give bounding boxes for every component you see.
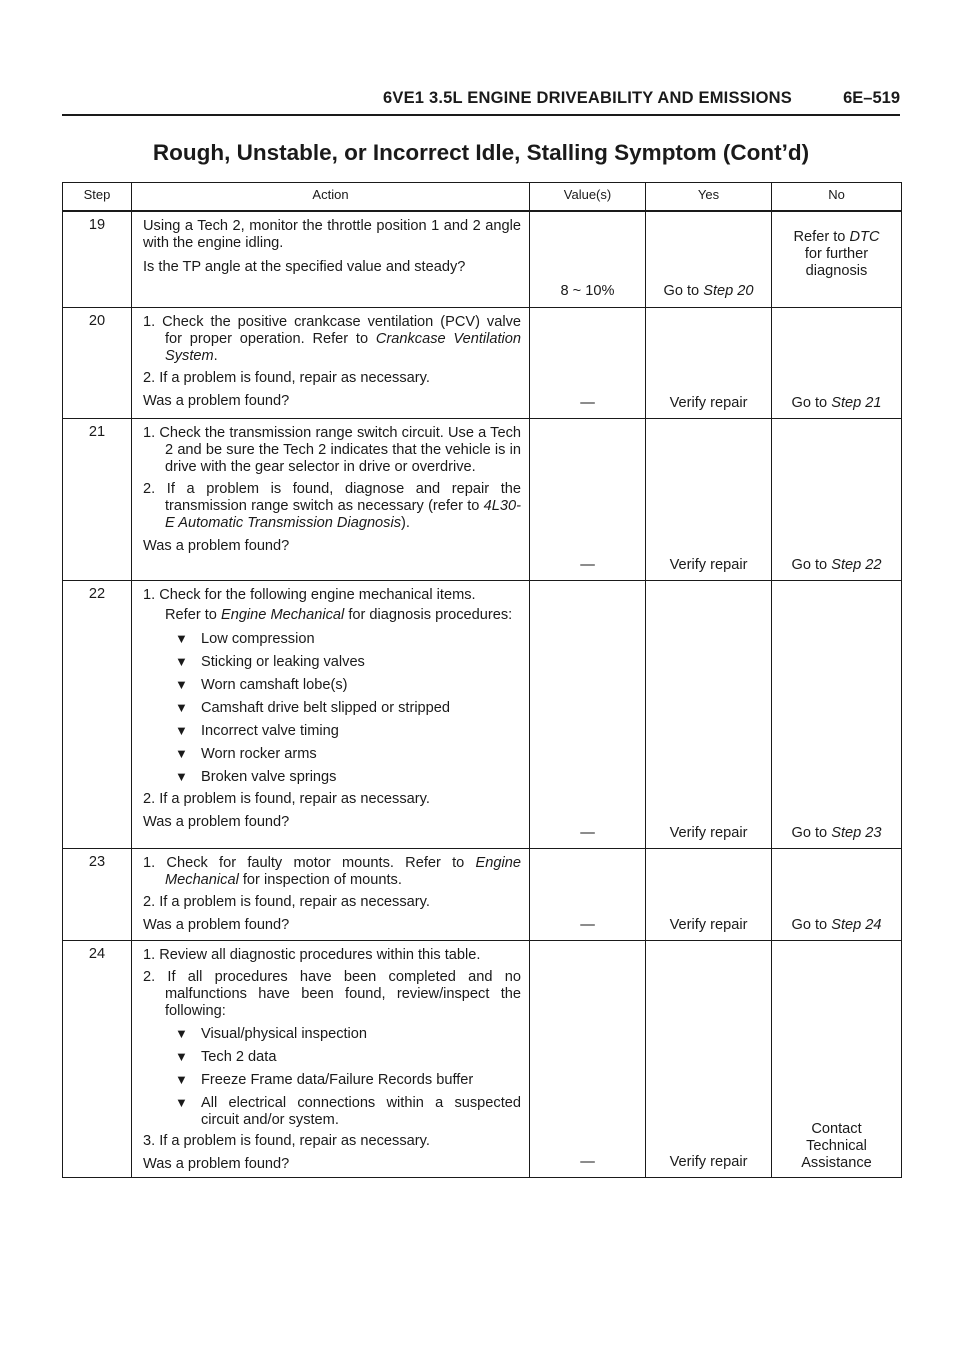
table-row-step-19 xyxy=(63,211,902,307)
step-reference: Step 20 xyxy=(703,282,754,299)
action-text: Using a Tech 2, monitor the throttle position 1 and 2 angle with the engine idling. xyxy=(143,218,521,251)
bullet-item: ▼ Sticking or leaking valves xyxy=(175,653,365,670)
bullet-item: ▼ Tech 2 data xyxy=(175,1048,277,1065)
question-text: Was a problem found? xyxy=(143,813,290,830)
no-cell: Go to Step 22 xyxy=(772,418,902,580)
action-item: 1. Check the transmission range switch circuit. Use a Tech 2 and be sure the Tech 2 indicates that the vehicle is in drive with the gear selector in drive or overdrive. xyxy=(143,424,521,475)
action-item: 1. Check for the following engine mechanical items. xyxy=(143,586,476,603)
step-number: 19 xyxy=(63,211,132,307)
value-cell: — xyxy=(530,307,646,418)
table-row-step-21 xyxy=(63,418,902,580)
action-item: 2. If all procedures have been completed and no malfunctions have been found, review/inspect the following: xyxy=(143,968,521,1019)
col-header-yes: Yes xyxy=(646,183,772,212)
action-item: 2. If a problem is found, repair as necessary. xyxy=(143,790,430,807)
bullet-item: ▼ Worn camshaft lobe(s) xyxy=(175,676,348,693)
bullet-item: ▼ Incorrect valve timing xyxy=(175,722,339,739)
col-header-values: Value(s) xyxy=(530,183,646,212)
triangle-bullet-icon: ▼ xyxy=(175,722,188,738)
triangle-bullet-icon: ▼ xyxy=(175,1094,188,1110)
action-cell xyxy=(132,940,530,1177)
step-number: 22 xyxy=(63,580,132,848)
action-item: 2. If a problem is found, repair as necessary. xyxy=(143,369,430,386)
triangle-bullet-icon: ▼ xyxy=(175,745,188,761)
table-row-step-20 xyxy=(63,307,902,418)
reference-link: Engine Mechanical xyxy=(165,854,521,888)
action-cell xyxy=(132,307,530,418)
bullet-item: ▼ Low compression xyxy=(175,630,315,647)
bullet-item: ▼ Worn rocker arms xyxy=(175,745,317,762)
header-title: 6VE1 3.5L ENGINE DRIVEABILITY AND EMISSIONS xyxy=(383,89,792,107)
no-cell: Go to Step 21 xyxy=(772,307,902,418)
action-cell xyxy=(132,211,530,307)
triangle-bullet-icon: ▼ xyxy=(175,768,188,784)
no-cell: Go to Step 24 xyxy=(772,848,902,940)
page-number: 6E–519 xyxy=(843,89,900,107)
triangle-bullet-icon: ▼ xyxy=(175,653,188,669)
yes-cell: Go to Step 20 xyxy=(646,211,772,307)
action-item: 1. Check for faulty motor mounts. Refer to Engine Mechanical for inspection of mounts. xyxy=(143,854,521,888)
action-item: 2. If a problem is found, repair as necessary. xyxy=(143,893,430,910)
col-header-action: Action xyxy=(132,183,530,212)
no-cell: Go to Step 23 xyxy=(772,580,902,848)
page-header xyxy=(62,86,900,116)
value-cell: 8 ~ 10% xyxy=(530,211,646,307)
action-subtext: Refer to Engine Mechanical for diagnosis procedures: xyxy=(165,606,513,623)
table-row-step-22 xyxy=(63,580,902,848)
step-number: 24 xyxy=(63,940,132,1177)
question-text: Was a problem found? xyxy=(143,916,290,933)
diagnostic-table xyxy=(62,182,902,1178)
step-number: 23 xyxy=(63,848,132,940)
action-item: 1. Check the positive crankcase ventilation (PCV) valve for proper operation. Refer to Crankcase Ventilation System. xyxy=(143,313,521,364)
yes-cell: Verify repair xyxy=(646,418,772,580)
triangle-bullet-icon: ▼ xyxy=(175,676,188,692)
dtc-reference: DTC xyxy=(849,229,880,245)
question-text: Is the TP angle at the specified value and steady? xyxy=(143,259,466,275)
action-item: 1. Review all diagnostic procedures within this table. xyxy=(143,946,481,963)
question-text: Was a problem found? xyxy=(143,392,290,409)
action-item: 2. If a problem is found, diagnose and repair the transmission range switch as necessary (refer to 4L30-E Automatic Transmission Diagnosis). xyxy=(143,480,521,531)
action-cell xyxy=(132,418,530,580)
no-cell: Contact Technical Assistance xyxy=(772,940,902,1177)
table-row-step-24 xyxy=(63,940,902,1177)
reference-link: Crankcase Ventilation System xyxy=(165,330,521,364)
table-header-row xyxy=(63,183,902,212)
step-number: 21 xyxy=(63,418,132,580)
action-cell xyxy=(132,848,530,940)
triangle-bullet-icon: ▼ xyxy=(175,1025,188,1041)
col-header-step: Step xyxy=(63,183,132,212)
yes-cell: Verify repair xyxy=(646,940,772,1177)
triangle-bullet-icon: ▼ xyxy=(175,630,188,646)
action-item: 3. If a problem is found, repair as necessary. xyxy=(143,1132,430,1149)
bullet-item: ▼ Visual/physical inspection xyxy=(175,1025,368,1042)
bullet-item: ▼ Camshaft drive belt slipped or stripped xyxy=(175,699,451,716)
value-cell: — xyxy=(530,418,646,580)
question-text: Was a problem found? xyxy=(143,1155,290,1172)
action-cell xyxy=(132,580,530,848)
value-cell: — xyxy=(530,580,646,848)
document-title: Rough, Unstable, or Incorrect Idle, Stalling Symptom (Cont’d) xyxy=(152,140,810,165)
question-text: Was a problem found? xyxy=(143,537,290,554)
value-cell: — xyxy=(530,848,646,940)
step-reference: Step 23 xyxy=(831,824,882,841)
bullet-item: ▼ Broken valve springs xyxy=(175,768,337,785)
step-reference: Step 24 xyxy=(831,916,882,933)
bullet-item: ▼ Freeze Frame data/Failure Records buffer xyxy=(175,1071,474,1088)
reference-link: Engine Mechanical xyxy=(220,606,345,623)
yes-cell: Verify repair xyxy=(646,580,772,848)
yes-cell: Verify repair xyxy=(646,307,772,418)
triangle-bullet-icon: ▼ xyxy=(175,1048,188,1064)
triangle-bullet-icon: ▼ xyxy=(175,1071,188,1087)
step-reference: Step 21 xyxy=(831,394,882,411)
no-cell: Refer to DTC for further diagnosis xyxy=(772,211,902,307)
step-reference: Step 22 xyxy=(831,556,882,573)
table-row-step-23 xyxy=(63,848,902,940)
col-header-no: No xyxy=(772,183,902,212)
reference-link: 4L30-E Automatic Transmission Diagnosis xyxy=(165,497,521,531)
triangle-bullet-icon: ▼ xyxy=(175,699,188,715)
value-cell: — xyxy=(530,940,646,1177)
step-number: 20 xyxy=(63,307,132,418)
bullet-item: ▼ All electrical connections within a suspected circuit and/or system. xyxy=(175,1094,521,1128)
yes-cell: Verify repair xyxy=(646,848,772,940)
